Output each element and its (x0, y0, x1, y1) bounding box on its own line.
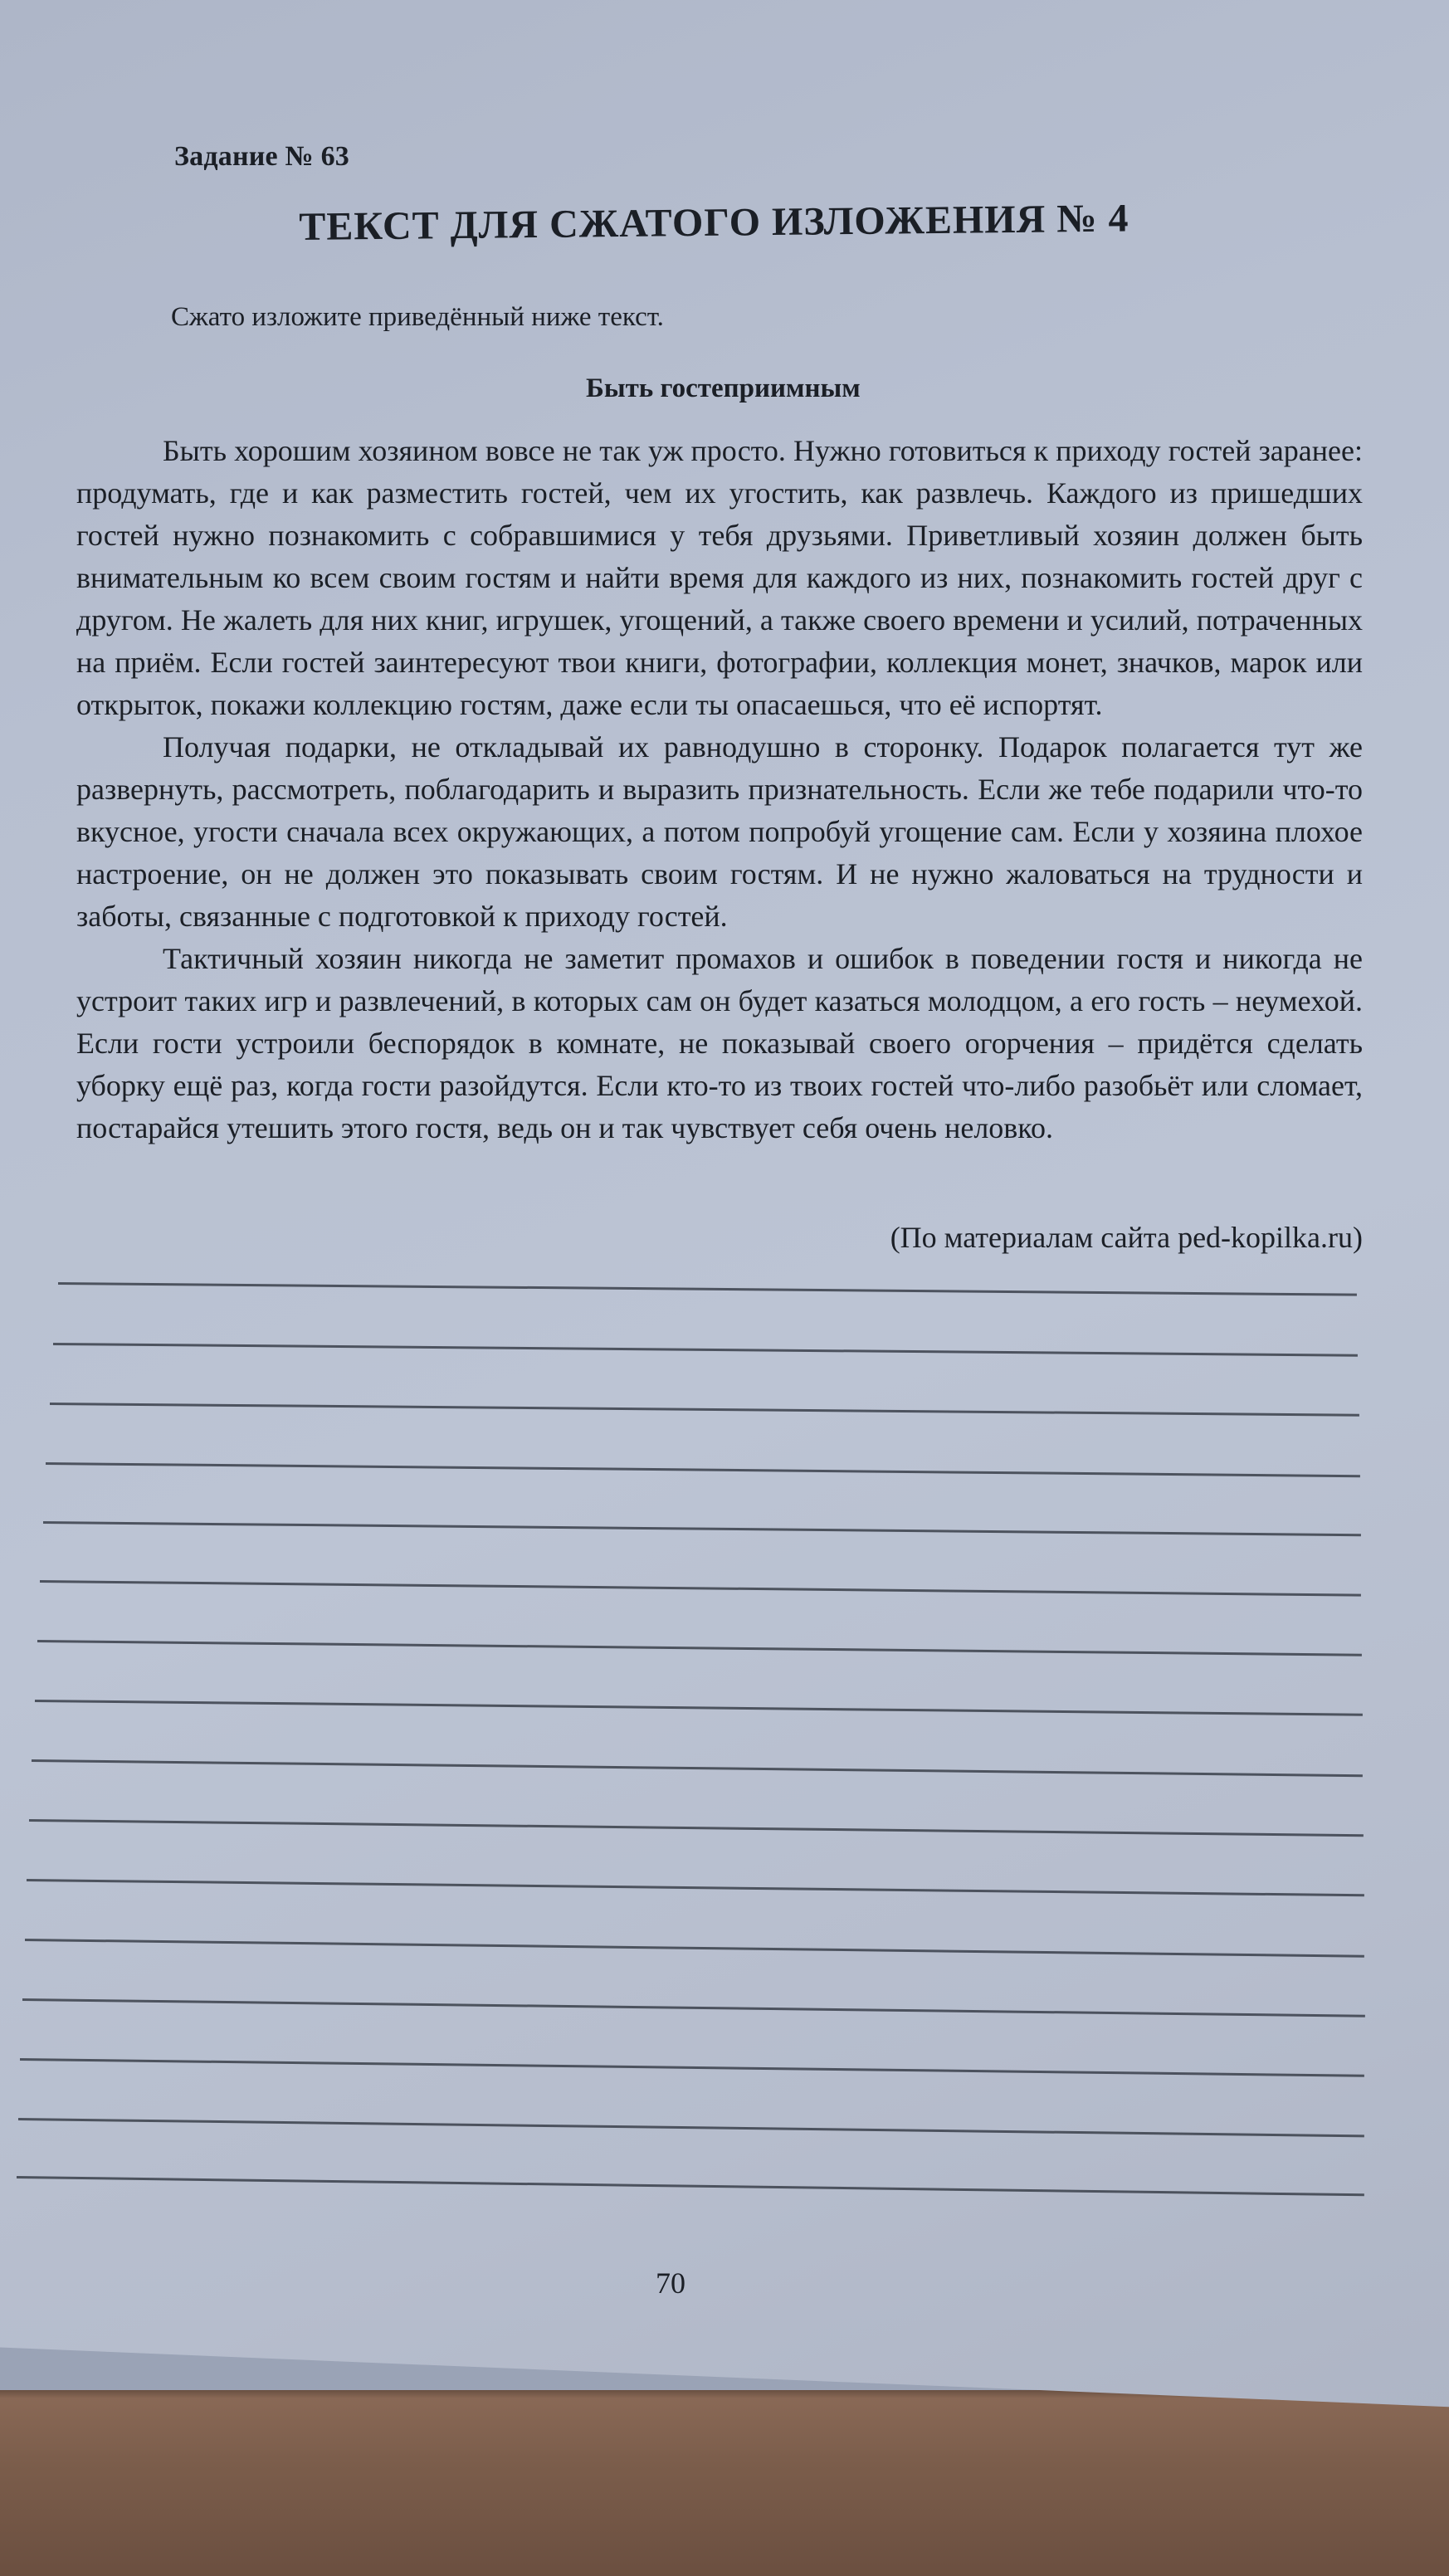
writing-line (40, 1580, 1361, 1597)
writing-line (18, 2118, 1364, 2137)
source-citation: (По материалам сайта ped-kopilka.ru) (890, 1221, 1363, 1254)
writing-line (37, 1640, 1362, 1656)
text-title: Быть гостеприимным (586, 373, 861, 403)
writing-line (43, 1521, 1361, 1536)
paragraph-2: Получая подарки, не откладывай их равнодушно в сторонку. Подарок полагается тут же развернуть, рассмотреть, поблагодарить и выразить признательность. Если же тебе подарили что-то вкусное, угости сначала всех окружающих, а потом попробуй угощение сам. Если у хозяина плохое настроение, он не должен это показывать своим гостям. И не нужно жаловаться на трудности и заботы, связанные с подготовкой к приходу гостей. (76, 730, 1363, 933)
writing-line (35, 1700, 1363, 1716)
writing-line (32, 1759, 1363, 1777)
page-number: 70 (656, 2266, 685, 2300)
writing-line (20, 2058, 1364, 2077)
paragraph-1: Быть хорошим хозяином вовсе не так уж просто. Нужно готовиться к приходу гостей заранее: продумать, где и как разместить гостей, чем их угостить, как развлечь. Каждого из пришедших гостей нужно познакомить с собравшимися у тебя друзьями. Приветливый хозяин должен быть внимательным ко всем своим гостям и найти время для каждого из них, познакомить гостей друг с другом. Не жалеть для них книг, игрушек, угощений, а также своего времени и усилий, потраченных на приём. Если гостей заинтересуют твои книги, фотографии, коллекция монет, значков, марок или открыток, покажи коллекцию гостям, даже если ты опасаешься, что её испортят. (76, 434, 1363, 721)
writing-line (22, 1998, 1365, 2017)
page-title: ТЕКСТ ДЛЯ СЖАТОГО ИЗЛОЖЕНИЯ № 4 (299, 196, 1129, 249)
paragraph-3: Тактичный хозяин никогда не заметит промахов и ошибок в поведении гостя и никогда не устроит таких игр и развлечений, в которых сам он будет казаться молодцом, а его гость – неумехой. Если гости устроили беспорядок в комнате, не показывай своего огорчения – придётся сделать уборку ещё раз, когда гости разойдутся. Если кто-то из твоих гостей что-либо разобьёт или сломает, постарайся утешить этого гостя, ведь он и так чувствует себя очень неловко. (76, 942, 1363, 1144)
instruction-text: Сжато изложите приведённый ниже текст. (171, 302, 664, 332)
task-number: Задание № 63 (174, 141, 349, 172)
writing-line (53, 1343, 1358, 1357)
writing-line (25, 1939, 1364, 1958)
writing-line (27, 1879, 1364, 1896)
writing-line (46, 1462, 1360, 1477)
writing-line (17, 2176, 1364, 2196)
writing-line (29, 1819, 1364, 1837)
writing-line (58, 1282, 1357, 1296)
writing-line (50, 1403, 1359, 1417)
